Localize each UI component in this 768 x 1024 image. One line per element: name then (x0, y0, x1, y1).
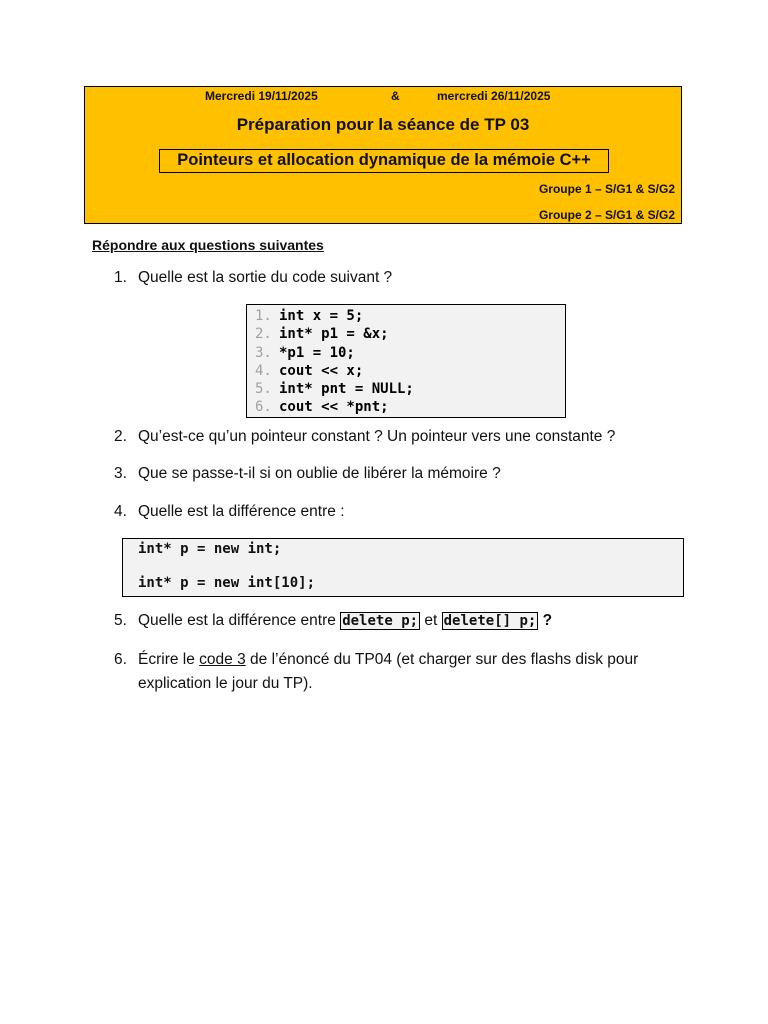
page-subtitle: Pointeurs et allocation dynamique de la mémoie C++ (159, 149, 609, 173)
question-text-part: Quelle est la différence entre (138, 612, 336, 629)
group-1-label: Groupe 1 – S/G1 & S/G2 (538, 182, 675, 196)
code-text: int* p1 = &x; (279, 326, 389, 343)
inline-code-delete-array: delete[] p; (443, 613, 537, 629)
code-line (255, 398, 565, 416)
code-line (255, 362, 565, 380)
question-text: Qu’est-ce qu’un pointeur constant ? Un pointeur vers une constante ? (138, 428, 616, 445)
header-box (84, 86, 682, 224)
code-line (255, 344, 565, 362)
code-text: cout << *pnt; (279, 399, 389, 416)
date-2: mercredi 26/11/2025 (437, 89, 551, 103)
question-number: 4. (114, 503, 127, 520)
code-text: int x = 5; (279, 308, 364, 324)
question-5 (114, 609, 714, 633)
question-text: Quelle est la sortie du code suivant ? (138, 269, 393, 286)
code-line (255, 307, 565, 325)
group-2-label: Groupe 2 – S/G1 & S/G2 (538, 208, 675, 222)
question-text-part: Écrire le (138, 651, 195, 668)
question-1 (114, 266, 674, 290)
code-text: cout << x; (279, 362, 364, 379)
question-text: Quelle est la différence entre : (138, 503, 345, 520)
line-number: 4. (255, 362, 272, 379)
question-3 (114, 462, 674, 486)
question-number: 6. (114, 651, 127, 668)
page-title: Préparation pour la séance de TP 03 (236, 115, 530, 134)
instruction-heading: Répondre aux questions suivantes (92, 237, 324, 253)
question-text (138, 609, 552, 633)
code-text: int* pnt = NULL; (279, 381, 414, 398)
date-1: Mercredi 19/11/2025 (205, 89, 318, 103)
code-text: int* p = new int[10]; (138, 575, 316, 591)
question-number: 3. (114, 465, 127, 482)
question-number: 2. (114, 428, 127, 445)
code-block-2 (122, 538, 684, 597)
question-6 (114, 648, 694, 698)
code-3-link[interactable]: code 3 (199, 651, 246, 668)
code-line (255, 325, 565, 343)
question-text-part: et (424, 612, 438, 629)
inline-code-delete: delete p; (342, 613, 419, 629)
code-text: *p1 = 10; (279, 344, 355, 361)
code-line (255, 380, 565, 398)
code-text: int* p = new int; (138, 541, 282, 557)
date-separator: & (391, 89, 400, 103)
code-block-1 (246, 304, 566, 418)
question-text (138, 648, 694, 696)
line-number: 3. (255, 344, 272, 361)
question-4 (114, 500, 674, 524)
question-text-part: explication le jour du TP). (138, 675, 313, 692)
question-number: 5. (114, 612, 127, 629)
line-number: 5. (255, 381, 272, 398)
line-number: 2. (255, 326, 272, 343)
question-2 (114, 425, 714, 449)
question-text-part: de l’énoncé du TP04 (et charger sur des flashs disk pour (250, 651, 639, 668)
line-number: 1. (255, 308, 272, 324)
question-mark: ? (542, 612, 553, 629)
question-text: Que se passe-t-il si on oublie de libérer la mémoire ? (138, 465, 501, 482)
question-number: 1. (114, 269, 127, 286)
dates-line (85, 89, 681, 105)
line-number: 6. (255, 399, 272, 416)
